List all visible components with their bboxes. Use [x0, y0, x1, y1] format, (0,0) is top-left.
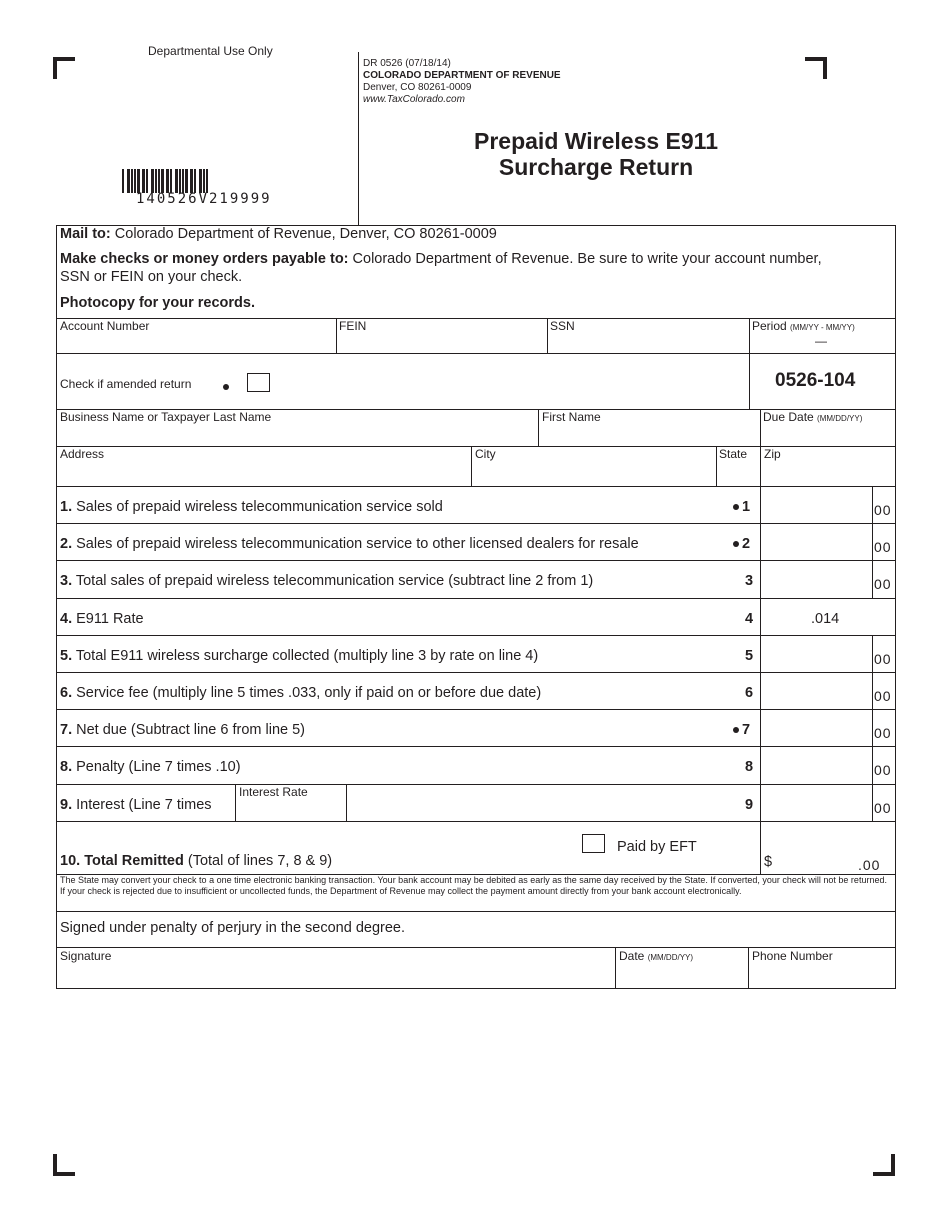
line-9-cents: 00: [874, 799, 892, 816]
line-6-ref: [745, 685, 753, 701]
line-9-number: 9.: [60, 796, 73, 813]
line-3-ref-number: 3: [745, 573, 754, 590]
line-2-ref-number: 2: [742, 536, 751, 553]
amended-label: Check if amended return: [60, 377, 192, 391]
divider: [538, 409, 539, 446]
line-6-label: [60, 685, 541, 701]
line-5-text: Total E911 wireless surcharge collected (multiply line 3 by rate on line 4): [72, 647, 539, 664]
line-1-ref-number: 1: [742, 499, 751, 515]
paid-by-eft-checkbox[interactable]: [582, 834, 605, 853]
line-2-cents: 00: [874, 539, 892, 556]
divider: [57, 635, 895, 636]
line-8-ref-number: 8: [745, 759, 754, 776]
line-2-amount-field[interactable]: [761, 525, 871, 560]
line-5-ref: [745, 648, 753, 664]
barcode: [122, 169, 304, 193]
line-8-amount-field[interactable]: [761, 748, 871, 783]
line-9-label: [60, 797, 212, 813]
payable-text-2: SSN or FEIN on your check.: [60, 269, 243, 285]
business-name-field[interactable]: Business Name or Taxpayer Last Name: [60, 410, 272, 424]
registration-mark-top-right: [805, 57, 827, 79]
ssn-field[interactable]: SSN: [550, 319, 575, 333]
line-5-number: 5.: [60, 647, 73, 664]
agency-city: Denver, CO 80261-0009: [363, 82, 472, 93]
period-format: (MM/YY - MM/YY): [790, 323, 855, 332]
line-10-label: Total Remitted: [84, 853, 184, 869]
divider: [872, 710, 873, 747]
line-6-number: 6.: [60, 685, 73, 701]
period-dash: —: [815, 334, 827, 348]
line-2-text: Sales of prepaid wireless telecommunication service to other licensed dealers for resale: [72, 536, 639, 553]
divider: [748, 947, 749, 989]
line-9-ref-number: 9: [745, 796, 754, 813]
divider: [235, 785, 236, 822]
divider: [760, 821, 761, 875]
line-4-number: 4.: [60, 610, 73, 627]
line-3-ref: [745, 573, 753, 589]
interest-rate-field[interactable]: Interest Rate: [239, 784, 308, 799]
divider: [57, 598, 895, 599]
mail-to-address: Colorado Department of Revenue, Denver, CO 80261-0009: [114, 226, 497, 242]
line-3-text: Total sales of prepaid wireless telecommunication service (subtract line 2 from 1): [72, 573, 594, 590]
line-2-label: [60, 536, 639, 552]
due-date-format: (MM/DD/YY): [817, 414, 863, 423]
page-title: [440, 128, 752, 180]
line-8-cents: 00: [874, 762, 892, 779]
divider: [57, 486, 895, 487]
divider: [749, 318, 750, 354]
period-label: Period: [752, 319, 787, 333]
line-8-text: Penalty (Line 7 times .10): [72, 759, 241, 776]
signature-date-label: Date: [619, 949, 645, 963]
line-9-amount-field[interactable]: [761, 786, 871, 821]
fine-print: The State may convert your check to a one time electronic banking transaction. Your bank account may be debited as early as the same day received by the State. If converted, your check will not be returned. If your check is rejected due to insufficient or uncollected funds, the Department of Revenue may collect the payment amount directly from your bank account electronically.: [60, 875, 887, 896]
address-field[interactable]: Address: [60, 447, 105, 461]
line-2-ref: [733, 536, 750, 552]
departmental-use-label: Departmental Use Only: [148, 44, 273, 58]
line-3-cents: 00: [874, 576, 892, 593]
line-4-label: [60, 611, 144, 627]
line-2-number: 2.: [60, 536, 73, 553]
city-field[interactable]: City: [475, 447, 496, 461]
payable-text-1: Colorado Department of Revenue. Be sure to write your account number,: [352, 251, 822, 267]
divider: [57, 709, 895, 710]
line-4-ref-number: 4: [745, 610, 754, 627]
divider: [57, 784, 895, 785]
due-date-label: Due Date: [763, 410, 814, 424]
form-number: 0526-104: [775, 370, 856, 391]
divider: [872, 487, 873, 524]
title-line-1: Prepaid Wireless E911: [474, 128, 718, 154]
payable-line: [60, 251, 822, 267]
form-header-block: [363, 58, 561, 106]
bullet-icon: [733, 504, 739, 510]
line-7-cents: 00: [874, 725, 892, 742]
form-code: DR 0526 (07/18/14): [363, 58, 451, 69]
phone-number-field[interactable]: Phone Number: [752, 949, 833, 963]
divider: [615, 947, 616, 989]
line-6-cents: 00: [874, 688, 892, 704]
paid-by-eft-label: Paid by EFT: [617, 839, 697, 855]
line-8-ref: [745, 759, 753, 775]
title-line-2: Surcharge Return: [498, 154, 694, 180]
bullet-icon: [223, 378, 232, 396]
line-9-text: Interest (Line 7 times: [72, 796, 212, 813]
divider: [471, 446, 472, 486]
agency-website: www.TaxColorado.com: [363, 94, 465, 105]
divider: [872, 785, 873, 822]
line-1-amount-field[interactable]: [761, 488, 871, 523]
divider: [760, 409, 761, 446]
first-name-field[interactable]: First Name: [542, 410, 601, 424]
line-4-ref: [745, 611, 753, 627]
amended-checkbox[interactable]: [247, 373, 270, 392]
line-4-text: E911 Rate: [72, 610, 144, 627]
divider: [749, 353, 750, 410]
line-7-label: [60, 722, 305, 738]
line-1-text: Sales of prepaid wireless telecommunication service sold: [72, 499, 443, 515]
divider: [872, 636, 873, 673]
line-8-label: [60, 759, 241, 775]
line-3-number: 3.: [60, 573, 73, 590]
divider: [760, 599, 761, 636]
line-6-text: Service fee (multiply line 5 times .033, only if paid on or before due date): [72, 685, 542, 701]
signature-field[interactable]: Signature: [60, 949, 112, 963]
line-5-ref-number: 5: [745, 647, 754, 664]
divider: [346, 785, 347, 822]
line-10-text: (Total of lines 7, 8 & 9): [187, 853, 333, 869]
divider: [872, 524, 873, 561]
total-remitted-field[interactable]: .00: [858, 857, 881, 873]
divider: [872, 747, 873, 784]
divider: [547, 318, 548, 354]
registration-mark-bottom-left: [53, 1154, 75, 1176]
zip-field[interactable]: Zip: [764, 447, 781, 461]
line-10: [60, 853, 332, 869]
registration-mark-top-left: [53, 57, 75, 79]
line-1-cents: 00: [874, 502, 892, 518]
photocopy-note: Photocopy for your records.: [60, 295, 255, 311]
line-4-value: .014: [811, 610, 840, 627]
agency-name: COLORADO DEPARTMENT OF REVENUE: [363, 70, 561, 81]
line-10-number: 10.: [60, 853, 81, 869]
payable-label: Make checks or money orders payable to:: [60, 251, 349, 267]
line-1-ref: [733, 499, 750, 515]
dollar-sign: $: [764, 854, 773, 870]
divider: [57, 672, 895, 673]
line-9-ref: [745, 797, 753, 813]
header-divider: [358, 52, 359, 226]
divider: [760, 446, 761, 486]
divider: [716, 446, 717, 486]
line-1-label: [60, 499, 443, 515]
line-3-amount-field[interactable]: [761, 562, 871, 597]
divider: [57, 911, 895, 912]
divider: [57, 560, 895, 561]
line-1-number: 1.: [60, 499, 73, 515]
state-field[interactable]: State: [719, 447, 748, 461]
line-7-number: 7.: [60, 722, 73, 739]
line-7-amount-field[interactable]: [761, 711, 871, 746]
mail-to-label: Mail to:: [60, 226, 111, 242]
due-date-field[interactable]: [763, 410, 862, 424]
line-8-number: 8.: [60, 759, 73, 776]
bullet-icon: [733, 541, 739, 547]
line-3-label: [60, 573, 593, 589]
line-7-ref: [733, 722, 750, 738]
divider: [57, 821, 895, 822]
fein-field[interactable]: FEIN: [339, 319, 367, 333]
bullet-icon: [733, 727, 739, 733]
period-field[interactable]: [752, 319, 855, 333]
divider: [57, 947, 895, 948]
divider: [336, 318, 337, 354]
divider: [57, 746, 895, 747]
return-form: [56, 225, 896, 989]
account-number-field[interactable]: Account Number: [60, 319, 150, 333]
signature-date-format: (MM/DD/YY): [647, 953, 694, 962]
mail-to-line: [60, 226, 497, 242]
divider: [57, 353, 895, 354]
divider: [872, 561, 873, 598]
line-7-text: Net due (Subtract line 6 from line 5): [72, 722, 306, 739]
line-6-amount-field[interactable]: [761, 674, 871, 709]
line-5-cents: 00: [874, 650, 892, 667]
registration-mark-bottom-right: [873, 1154, 895, 1176]
signature-date-field[interactable]: [619, 949, 693, 963]
line-6-ref-number: 6: [745, 685, 754, 701]
line-7-ref-number: 7: [742, 722, 751, 739]
line-5-amount-field[interactable]: [761, 637, 871, 672]
line-5-label: [60, 648, 538, 664]
divider: [872, 673, 873, 710]
barcode-number: 140526V219999: [136, 191, 272, 207]
divider: [57, 523, 895, 524]
perjury-statement: Signed under penalty of perjury in the second degree.: [60, 920, 406, 936]
